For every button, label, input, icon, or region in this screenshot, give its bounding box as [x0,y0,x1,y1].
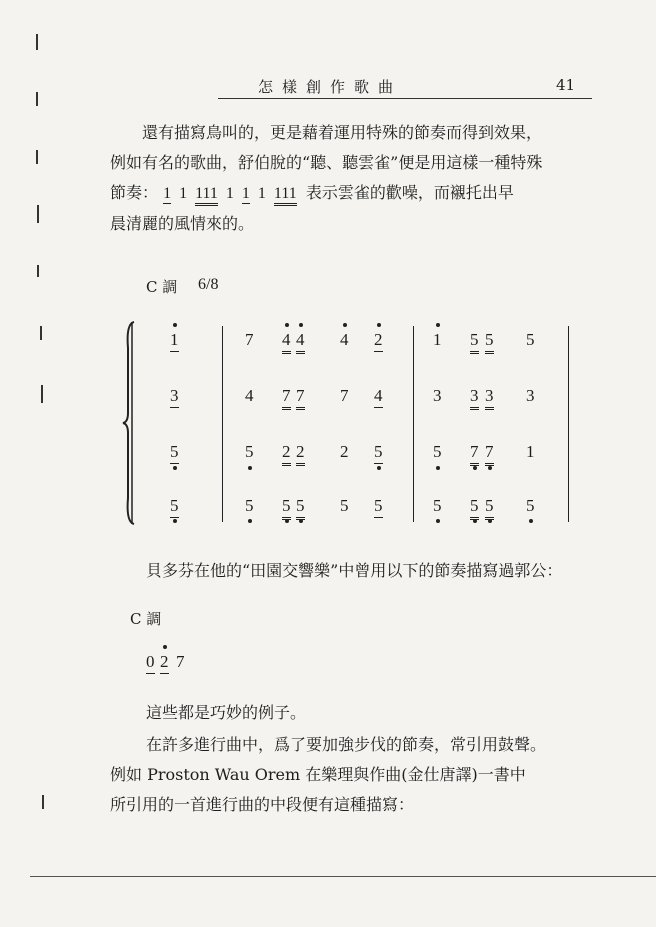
score-note: 5 [374,442,383,464]
score-note: 5 [170,496,179,518]
score-note: 5 [433,496,442,515]
score-2-key-label: C 調 [130,610,162,628]
octave-dot [488,466,492,470]
octave-dot [299,519,303,523]
paragraph-4-line-3: 所引用的一首進行曲的中段便有這種描寫： [110,795,415,814]
octave-dot [173,323,177,327]
score-note: 4 [282,330,291,354]
paragraph-4 [110,730,604,820]
paragraph-1-line-2: 例如有名的歌曲，舒伯脫的“聽、聽雲雀”便是用這樣一種特殊 [110,153,543,172]
score-note: 5 [170,442,179,464]
page-bottom-edge [30,876,656,877]
octave-dot [173,519,177,523]
octave-dot [285,519,289,523]
score-note: 5 [296,496,305,520]
score-note: 5 [340,496,349,515]
score-note: 1 [433,330,442,349]
octave-dot [473,466,477,470]
rhythm-note: 1 [210,185,218,206]
score-note: 2 [374,330,383,352]
score-note: 5 [485,496,494,520]
octave-dot [173,466,177,470]
line-3-suffix: 表示雲雀的歡噪，而襯托出早 [305,183,514,202]
rhythm-note: 1 [163,185,172,202]
score-note: 5 [374,496,383,518]
paragraph-2: 貝多芬在他的“田園交響樂”中曾用以下的節奏描寫過郭公： [146,561,563,580]
octave-dot [436,519,440,523]
rhythm-note: 1 [225,185,234,202]
page-number: 41 [556,76,576,94]
score-note: 1 [526,442,535,461]
octave-dot [343,323,347,327]
score-note: 7 [282,386,291,410]
score-note: 3 [170,386,179,408]
score-note: 2 [160,652,169,674]
octave-dot [377,466,381,470]
bar-line [222,326,223,522]
octave-dot [377,323,381,327]
score-note: 3 [526,386,535,405]
octave-dot [488,519,492,523]
score-note: 7 [245,330,254,349]
rhythm-note: 1 [179,185,188,202]
score-note: 4 [374,386,383,408]
score-note: 4 [245,386,254,405]
paragraph-1-line-1: 還有描寫鳥叫的，更是藉着運用特殊的節奏而得到效果， [142,123,543,142]
rhythm-note: 1 [257,185,266,202]
score-note: 7 [485,442,494,466]
running-header-title: 怎樣創作歌曲 [258,78,403,96]
score-note: 5 [526,496,535,515]
paragraph-3: 這些都是巧妙的例子。 [146,703,307,722]
score-note: 5 [245,442,254,461]
octave-dot [299,323,303,327]
octave-dot [285,323,289,327]
rhythm-note: 1 [203,185,210,206]
score-note: 4 [340,330,349,349]
score-note: 3 [433,386,442,405]
score-note: 0 [146,652,155,674]
octave-dot [436,466,440,470]
rhythm-note: 1 [289,185,297,206]
bar-line [568,326,569,522]
score-note: 5 [433,442,442,461]
score-note: 2 [340,442,349,461]
score-note: 4 [296,330,305,354]
score-note: 5 [485,330,494,354]
score-note: 5 [282,496,291,520]
line-3-prefix: 節奏： [110,183,159,202]
rhythm-note: 1 [195,185,203,206]
score-note: 7 [296,386,305,410]
rhythm-note: 1 [282,185,289,206]
octave-dot [248,466,252,470]
score-note: 2 [282,442,291,466]
score-note: 1 [170,330,179,352]
score-1-key-label: C 調 [146,278,178,296]
score-note: 5 [470,330,479,354]
score-note: 7 [470,442,479,466]
paragraph-4-line-1: 在許多進行曲中，爲了要加強步伐的節奏，常引用鼓聲。 [146,735,547,754]
octave-dot [529,519,533,523]
score-note: 3 [485,386,494,410]
paragraph-1-line-4: 晨清麗的風情來的。 [110,214,255,233]
bar-line [413,326,414,522]
octave-dot [473,519,477,523]
score-note: 7 [340,386,349,405]
octave-dot [163,645,167,649]
score-1-time-signature: 6/8 [198,276,219,293]
score-note: 7 [176,652,185,671]
score-note: 3 [470,386,479,410]
rhythm-note: 1 [241,185,250,202]
octave-dot [436,323,440,327]
score-note: 2 [296,442,305,466]
system-brace [120,318,140,528]
paragraph-4-line-2: 例如 Proston Wau Orem 在樂理與作曲(金仕唐譯)一書中 [110,765,526,784]
score-note: 5 [470,496,479,520]
score-note: 5 [526,330,535,349]
octave-dot [248,519,252,523]
rhythm-note: 1 [274,185,282,206]
score-note: 5 [245,496,254,515]
